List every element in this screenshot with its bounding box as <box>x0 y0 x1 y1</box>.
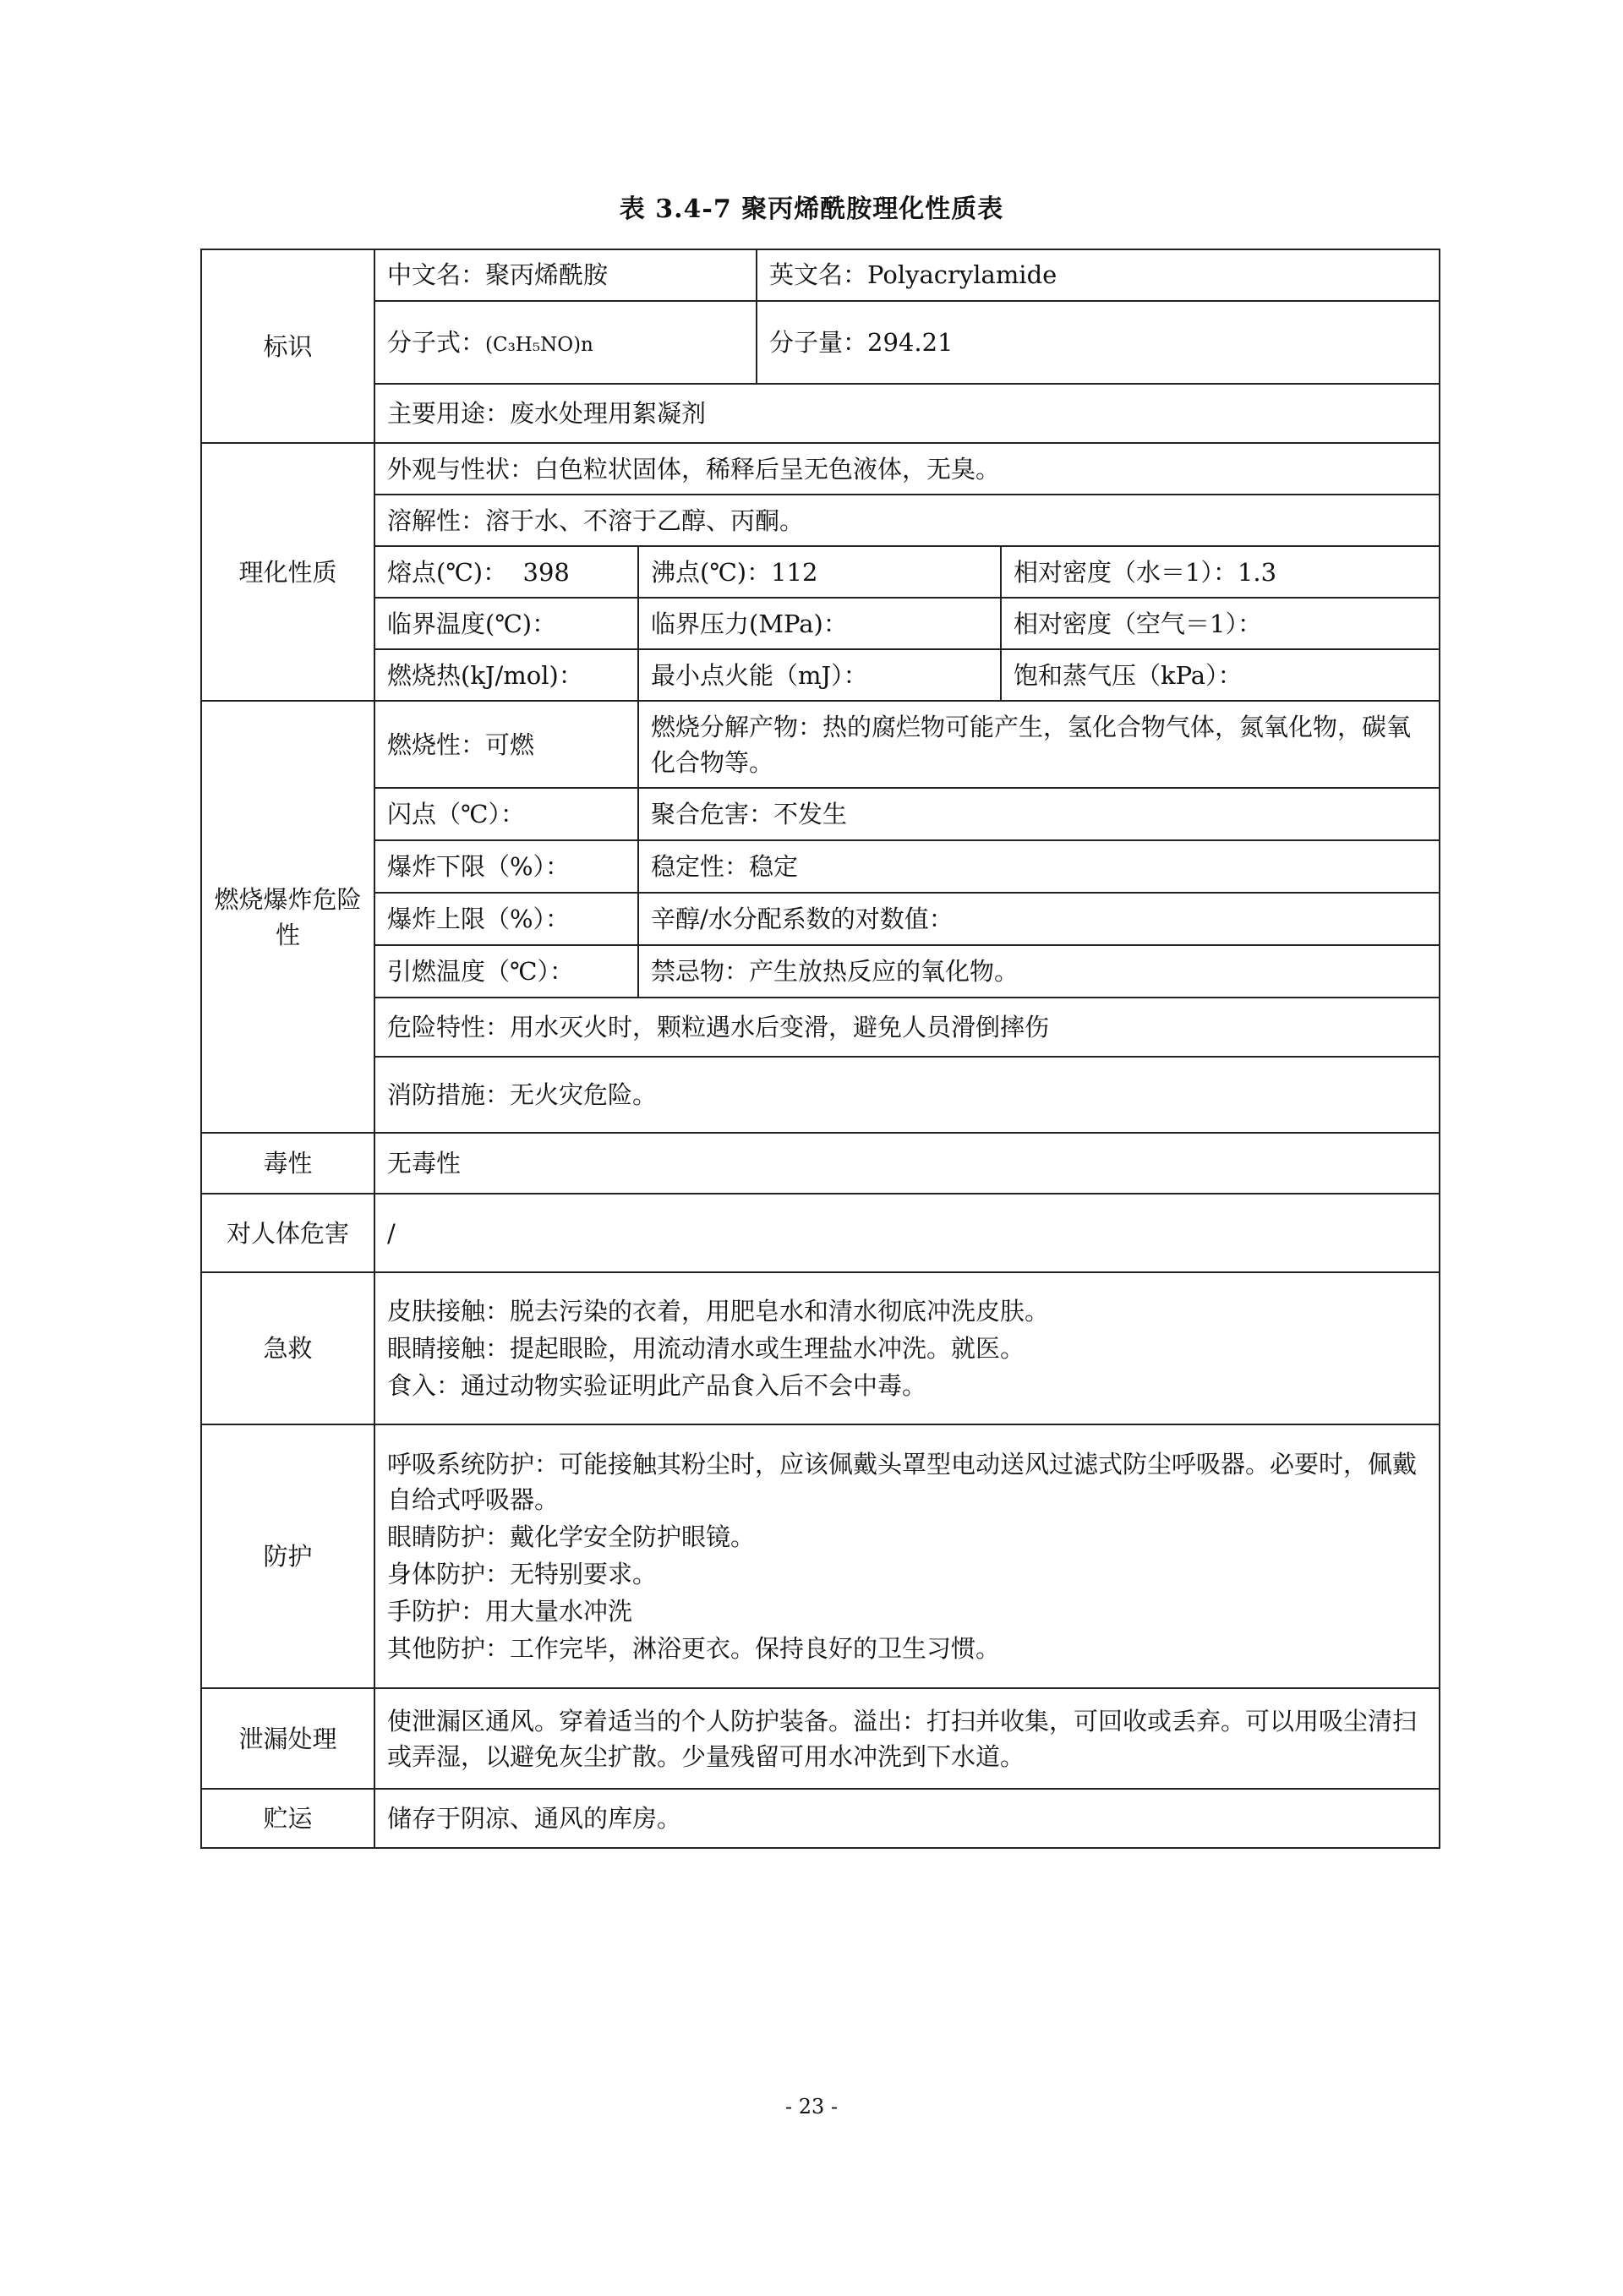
storage-cell: 储存于阴凉、通风的库房。 <box>374 1789 1440 1848</box>
first-aid-cell <box>374 1272 1440 1424</box>
lower-limit-cell: 爆炸下限（%）： <box>374 840 638 893</box>
section-label-toxicity: 毒性 <box>201 1133 374 1194</box>
table-row <box>201 945 1440 998</box>
ignition-temp-cell: 引燃温度（℃）： <box>374 945 638 998</box>
formula-label: 分子式： <box>387 328 486 358</box>
hazard-cell: 危险特性：用水灭火时，颗粒遇水后变滑，避免人员滑倒摔伤 <box>374 998 1440 1057</box>
boiling-point-cell: 沸点(℃)：112 <box>638 546 1001 598</box>
table-row <box>201 1424 1440 1688</box>
first-aid-line: 食入：通过动物实验证明此产品食入后不会中毒。 <box>387 1371 927 1401</box>
table-row <box>201 1688 1440 1789</box>
appearance-cell: 外观与性状：白色粒状固体，稀释后呈无色液体，无臭。 <box>374 443 1440 495</box>
protection-line: 身体防护：无特别要求。 <box>387 1560 658 1589</box>
table-row <box>201 840 1440 893</box>
table-row <box>201 701 1440 788</box>
section-label-leak: 泄漏处理 <box>201 1688 374 1789</box>
table-row <box>201 301 1440 384</box>
upper-limit-cell: 爆炸上限（%）： <box>374 893 638 945</box>
english-name-cell: 英文名：Polyacrylamide <box>757 249 1440 301</box>
flash-point-cell: 闪点（℃）： <box>374 788 638 840</box>
protection-line: 呼吸系统防护：可能接触其粉尘时，应该佩戴头罩型电动送风过滤式防尘呼吸器。必要时，佩戴自给式呼吸器。 <box>387 1449 1418 1514</box>
octanol-water-cell: 辛醇/水分配系数的对数值： <box>638 893 1440 945</box>
protection-line: 其他防护：工作完毕，淋浴更衣。保持良好的卫生习惯。 <box>387 1634 1001 1664</box>
section-label-health: 对人体危害 <box>201 1194 374 1272</box>
combustion-heat-cell: 燃烧热(kJ/mol)： <box>374 649 638 701</box>
protection-cell <box>374 1424 1440 1688</box>
properties-table <box>200 249 1440 1849</box>
table-row <box>201 546 1440 598</box>
table-row <box>201 649 1440 701</box>
formula-cell <box>374 301 757 384</box>
density-air-cell: 相对密度（空气＝1）： <box>1001 598 1440 649</box>
incompatibles-cell: 禁忌物：产生放热反应的氧化物。 <box>638 945 1440 998</box>
first-aid-line: 皮肤接触：脱去污染的衣着，用肥皂水和清水彻底冲洗皮肤。 <box>387 1297 1050 1326</box>
density-water-cell: 相对密度（水＝1）：1.3 <box>1001 546 1440 598</box>
critical-pressure-cell: 临界压力(MPa)： <box>638 598 1001 649</box>
table-row <box>201 384 1440 443</box>
table-row <box>201 1133 1440 1194</box>
table-row <box>201 249 1440 301</box>
table-row <box>201 495 1440 546</box>
main-use-cell: 主要用途：废水处理用絮凝剂 <box>374 384 1440 443</box>
vapor-pressure-cell: 饱和蒸气压（kPa）： <box>1001 649 1440 701</box>
min-ignition-energy-cell: 最小点火能（mJ）： <box>638 649 1001 701</box>
table-row <box>201 998 1440 1057</box>
stability-cell: 稳定性：稳定 <box>638 840 1440 893</box>
critical-temp-cell: 临界温度(℃)： <box>374 598 638 649</box>
protection-line: 手防护：用大量水冲洗 <box>387 1597 633 1626</box>
section-label-physchem: 理化性质 <box>201 443 374 701</box>
section-label-first-aid: 急救 <box>201 1272 374 1424</box>
formula-value: (C₃H₅NO)n <box>485 334 593 357</box>
table-row <box>201 1272 1440 1424</box>
table-row <box>201 443 1440 495</box>
decomposition-cell: 燃烧分解产物：热的腐烂物可能产生，氢化合物气体，氮氧化物，碳氧化合物等。 <box>638 701 1440 788</box>
solubility-cell: 溶解性：溶于水、不溶于乙醇、丙酮。 <box>374 495 1440 546</box>
firefighting-cell: 消防措施：无火灾危险。 <box>374 1057 1440 1133</box>
table-row <box>201 788 1440 840</box>
leak-cell: 使泄漏区通风。穿着适当的个人防护装备。溢出：打扫并收集，可回收或丢弃。可以用吸尘清扫或弄湿，以避免灰尘扩散。少量残留可用水冲洗到下水道。 <box>374 1688 1440 1789</box>
melting-point-cell: 熔点(℃)： 398 <box>374 546 638 598</box>
table-row <box>201 598 1440 649</box>
section-label-storage: 贮运 <box>201 1789 374 1848</box>
toxicity-cell: 无毒性 <box>374 1133 1440 1194</box>
page-title: 表 3.4-7 聚丙烯酰胺理化性质表 <box>619 194 1004 224</box>
table-row <box>201 1057 1440 1133</box>
molecular-weight-cell: 分子量：294.21 <box>757 301 1440 384</box>
page-number: - 23 - <box>784 2095 838 2118</box>
section-label-identity: 标识 <box>201 249 374 443</box>
polymerization-cell: 聚合危害：不发生 <box>638 788 1440 840</box>
section-label-fire: 燃烧爆炸危险性 <box>201 701 374 1133</box>
table-row <box>201 893 1440 945</box>
first-aid-line: 眼睛接触：提起眼睑，用流动清水或生理盐水冲洗。就医。 <box>387 1334 1025 1364</box>
table-row <box>201 1194 1440 1272</box>
protection-line: 眼睛防护：戴化学安全防护眼镜。 <box>387 1522 756 1552</box>
table-row <box>201 1789 1440 1848</box>
section-label-protection: 防护 <box>201 1424 374 1688</box>
flammability-cell: 燃烧性：可燃 <box>374 701 638 788</box>
health-cell: / <box>374 1194 1440 1272</box>
chinese-name-cell: 中文名：聚丙烯酰胺 <box>374 249 757 301</box>
